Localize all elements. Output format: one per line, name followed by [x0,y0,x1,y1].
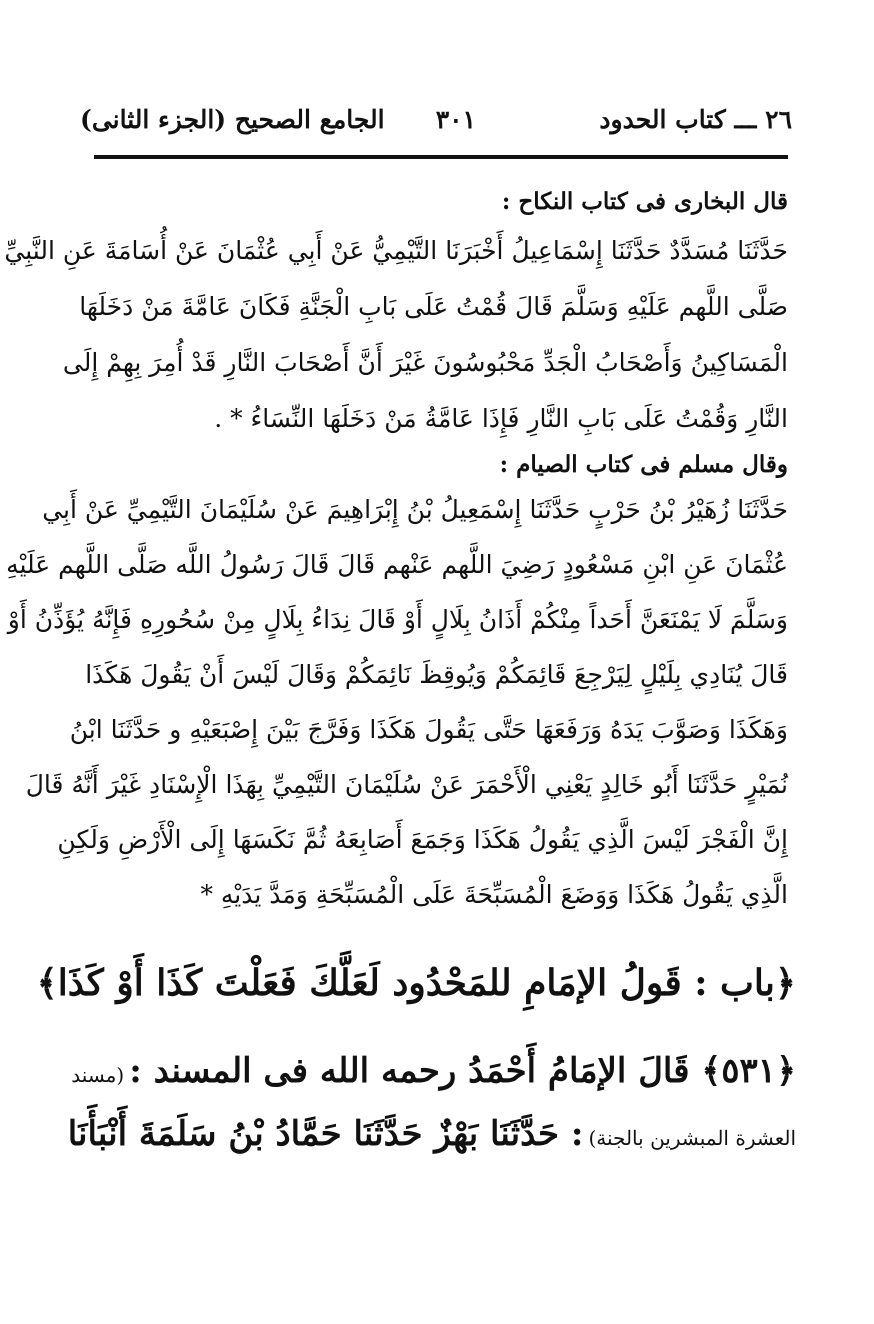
hadith-531-source-start: (مسند [71,1063,125,1087]
hadith-531-isnad: : حَدَّثَنَا بَهْزٌ حَدَّثَنَا حَمَّادُ بْنُ سَلَمَةَ أَنْبَأَنَا [67,1114,584,1154]
bukhari-line-4: النَّارِ وَقُمْتُ عَلَى بَابِ النَّارِ فَإِذَا عَامَّةُ مَنْ دَخَلَهَا النِّسَاءُ * . [214,404,788,433]
header-chapter: ٢٦ ـــ كتاب الحدود [599,105,792,134]
chapter-title: ﴿باب : قَولُ الإمَامِ للمَحْدُود لَعَلَّكَ فَعَلْتَ كَذَا أَوْ كَذَا﴾ [36,962,796,1004]
hadith-531-source-end: العشرة المبشرين بالجنة) [588,1126,796,1150]
hadith-531-line-2 [68,1114,796,1154]
header-book-title: الجامع الصحيح (الجزء الثانى) [80,105,385,134]
page-number: ٣٠١ [435,105,476,134]
bukhari-intro: قال البخارى فى كتاب النكاح : [501,188,788,215]
muslim-line-8: الَّذِي يَقُولُ هَكَذَا وَوَضَعَ الْمُسَبِّحَةَ عَلَى الْمُسَبِّحَةِ وَمَدَّ يَدَيْهِ * [200,880,788,909]
hadith-531-line-1 [71,1050,796,1091]
muslim-line-7: إِنَّ الْفَجْرَ لَيْسَ الَّذِي يَقُولُ هَكَذَا وَجَمَعَ أَصَابِعَهُ ثُمَّ نَكَسَهَا إِلَى الْأَرْضِ وَلَكِنِ [57,825,788,854]
muslim-line-2: عُثْمَانَ عَنِ ابْنِ مَسْعُودٍ رَضِيَ اللَّهم عَنْهم قَالَ قَالَ رَسُولُ اللَّه صَلَّى اللَّهم عَلَيْهِ [6,550,788,579]
muslim-line-1: حَدَّثَنَا زُهَيْرُ بْنُ حَرْبٍ حَدَّثَنَا إِسْمَعِيلُ بْنُ إِبْرَاهِيمَ عَنْ سُلَيْمَانَ التَّيْمِيِّ عَنْ أَبِي [42,495,788,524]
muslim-line-5: وَهَكَذَا وَصَوَّبَ يَدَهُ وَرَفَعَهَا حَتَّى يَقُولَ هَكَذَا وَفَرَّجَ بَيْنَ إِصْبَعَيْهِ و حَدَّثَنَا ابْنُ [69,715,788,744]
page-header [80,100,792,140]
hadith-531-intro: ﴿٥٣١﴾ قَالَ الإمَامُ أَحْمَدُ رحمه الله فى المسند : [129,1051,796,1091]
bukhari-line-2: صَلَّى اللَّهم عَلَيْهِ وَسَلَّمَ قَالَ قُمْتُ عَلَى بَابِ الْجَنَّةِ فَكَانَ عَامَّةَ مَنْ دَخَلَهَا [79,292,788,321]
muslim-line-3: وَسَلَّمَ لَا يَمْنَعَنَّ أَحَداً مِنْكُمْ أَذَانُ بِلَالٍ أَوْ قَالَ نِدَاءُ بِلَالٍ مِنْ سُحُورِهِ فَإِنَّهُ يُؤَذِّنُ أَوْ [7,605,788,634]
bukhari-line-1: حَدَّثَنَا مُسَدَّدٌ حَدَّثَنَا إِسْمَاعِيلُ أَخْبَرَنَا التَّيْمِيُّ عَنْ أَبِي عُثْمَانَ عَنْ أُسَامَةَ عَنِ النَّبِيِّ [4,236,788,265]
muslim-line-4: قَالَ يُنَادِي بِلَيْلٍ لِيَرْجِعَ قَائِمَكُمْ وَيُوقِظَ نَائِمَكُمْ وَقَالَ لَيْسَ أَنْ يَقُولَ هَكَذَا [85,660,788,689]
muslim-line-6: نُمَيْرٍ حَدَّثَنَا أَبُو خَالِدٍ يَعْنِي الْأَحْمَرَ عَنْ سُلَيْمَانَ التَّيْمِيِّ بِهَذَا الْإِسْنَادِ غَيْرَ أَنَّهُ قَالَ [25,770,788,799]
header-rule [94,155,788,159]
muslim-intro: وقال مسلم فى كتاب الصيام : [499,451,788,478]
bukhari-line-3: الْمَسَاكِينُ وَأَصْحَابُ الْجَدِّ مَحْبُوسُونَ غَيْرَ أَنَّ أَصْحَابَ النَّارِ قَدْ أُمِرَ بِهِمْ إِلَى [62,348,788,377]
